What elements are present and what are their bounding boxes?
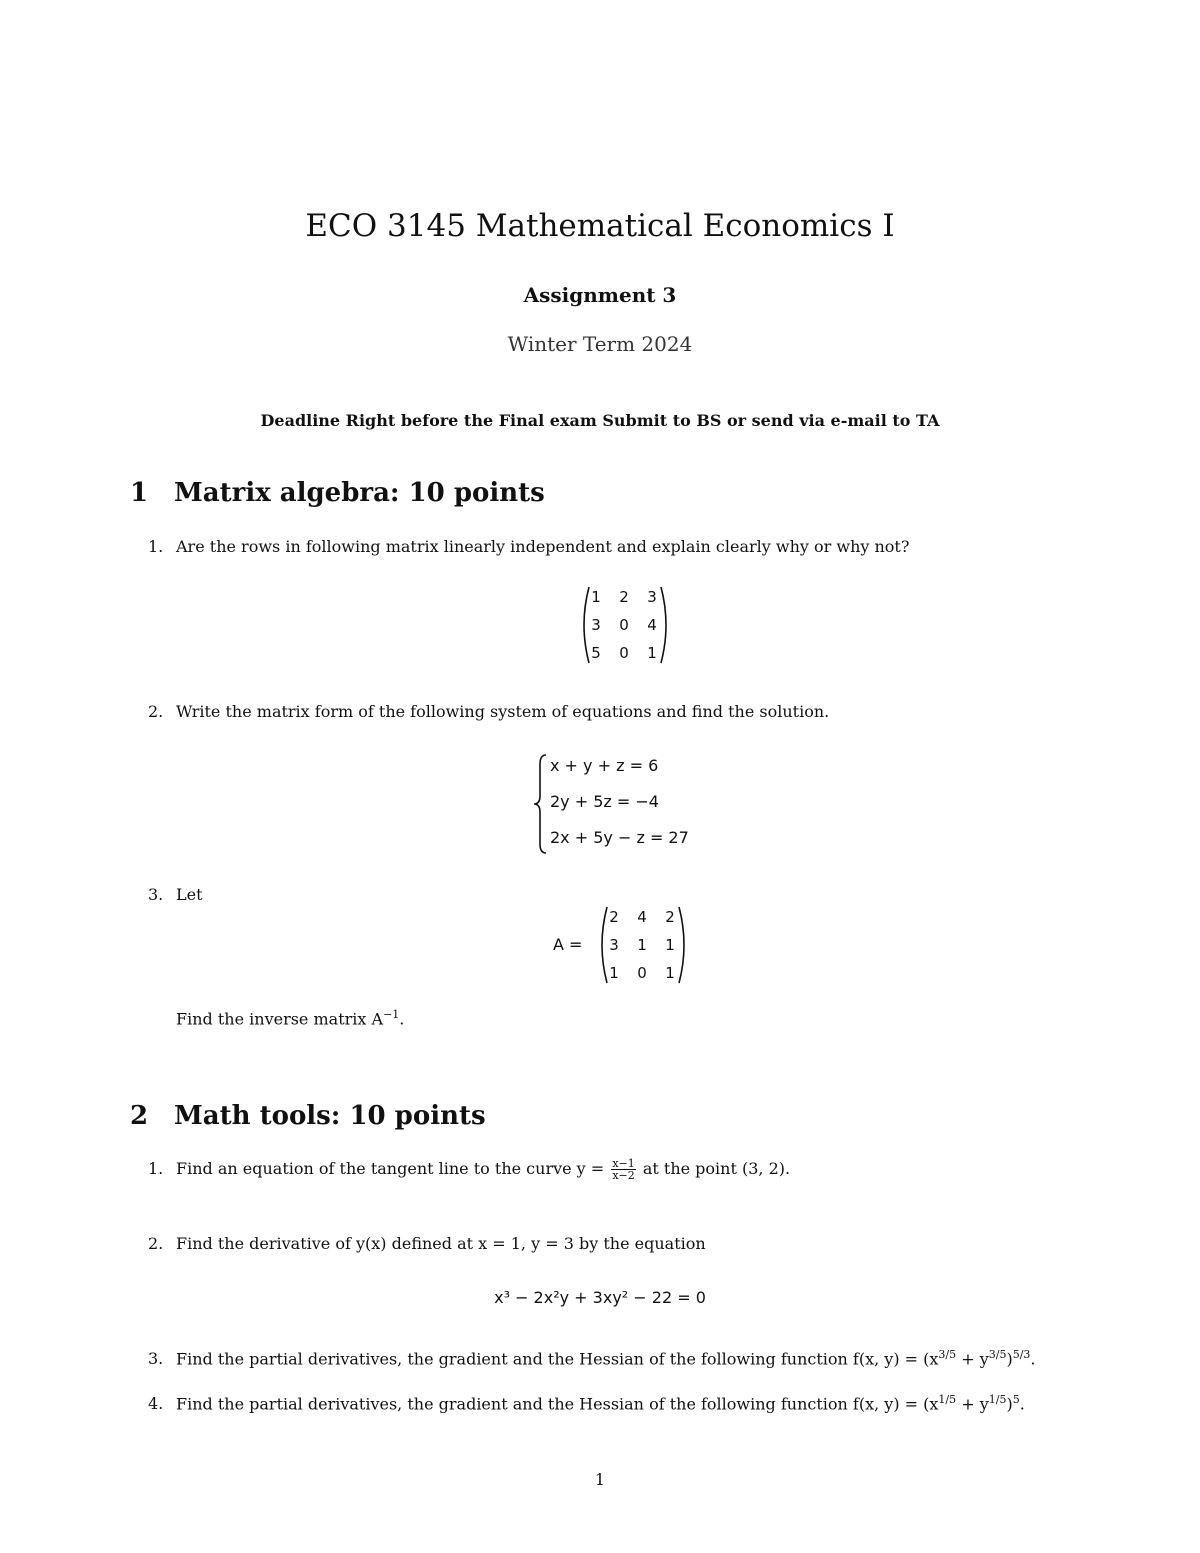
matrix-cell: 1 [647, 644, 657, 662]
matrix-cell: 1 [609, 964, 619, 982]
section-number: 1 [130, 478, 149, 508]
document-title: ECO 3145 Mathematical Economics I [305, 208, 895, 244]
question-number: 3. [148, 885, 164, 904]
matrix-cell: 2 [619, 588, 629, 606]
term-label: Winter Term 2024 [507, 332, 693, 356]
matrix-cell: 1 [591, 588, 601, 606]
question-text: Let [176, 885, 203, 904]
implicit-equation: x³ − 2x²y + 3xy² − 22 = 0 [494, 1288, 706, 1307]
question-2-1: 1. Find an equation of the tangent line to the curve y = $\frac{x-1}{x-2}$ at the point (3, 2). [148, 1157, 791, 1182]
matrix-cell: 2 [609, 908, 619, 926]
question-number: 3. [148, 1349, 164, 1369]
question-number: 1. [148, 1159, 164, 1178]
matrix-cell: 0 [619, 616, 629, 634]
assignment-label: Assignment 3 [523, 283, 677, 307]
fraction: $\frac{x-1}{x-2}$ [612, 1157, 635, 1182]
section-title: Matrix algebra: 10 points [174, 478, 545, 508]
matrix-cell: 0 [619, 644, 629, 662]
question-number: 1. [148, 537, 164, 556]
question-2-2 [148, 1234, 706, 1253]
matrix-a [595, 903, 691, 987]
matrix-1 [577, 583, 673, 667]
section-number: 2 [130, 1101, 149, 1131]
equation-line: 2y + 5z = −4 [550, 792, 659, 811]
system-brace [532, 752, 552, 856]
question-1-1 [148, 537, 909, 556]
matrix-a-label: A = [553, 935, 583, 954]
matrix-cell: 5 [591, 644, 601, 662]
question-text: Find the derivative of y(x) defined at x = 1, y = 3 by the equation [176, 1234, 706, 1253]
matrix-cell: 4 [647, 616, 657, 634]
matrix-cell: 4 [637, 908, 647, 926]
matrix-cell: 3 [609, 936, 619, 954]
question-text: Are the rows in following matrix linearly independent and explain clearly why or why not? [176, 537, 910, 556]
matrix-cell: 0 [637, 964, 647, 982]
question-2-3: 3. Find the partial derivatives, the gradient and the Hessian of the following function f(x, $y) = (x^{3/5} + y^{3/5})^{5/3}$. [148, 1348, 1036, 1369]
matrix-cell: 3 [591, 616, 601, 634]
question-text: Find an equation of the tangent line to the curve y = [176, 1159, 605, 1178]
question-1-2 [148, 702, 829, 721]
matrix-cell: 2 [665, 908, 675, 926]
section-title: Math tools: 10 points [174, 1101, 486, 1131]
matrix-cell: 3 [647, 588, 657, 606]
matrix-cell: 1 [637, 936, 647, 954]
question-1-3 [148, 885, 203, 904]
question-text: Write the matrix form of the following system of equations and find the solution. [176, 702, 830, 721]
deadline-note: Deadline Right before the Final exam Submit to BS or send via e-mail to TA [260, 411, 940, 430]
question-number: 2. [148, 1234, 164, 1253]
question-number: 2. [148, 702, 164, 721]
question-number: 4. [148, 1394, 164, 1414]
matrix-cell: 1 [665, 936, 675, 954]
equation-line: x + y + z = 6 [550, 756, 659, 775]
page-number: 1 [594, 1470, 606, 1489]
equation-system [532, 752, 732, 856]
equation-line: 2x + 5y − z = 27 [550, 828, 689, 847]
section-2-heading [130, 1101, 486, 1131]
inverse-instruction: Find the inverse matrix $A^{-1}$. [176, 1008, 405, 1029]
question-2-4: 4. Find the partial derivatives, the gradient and the Hessian of the following function f(x, $y) = (x^{1/5} + y^{1/5})^5$. [148, 1393, 1025, 1414]
section-1-heading [130, 478, 545, 508]
matrix-cell: 1 [665, 964, 675, 982]
